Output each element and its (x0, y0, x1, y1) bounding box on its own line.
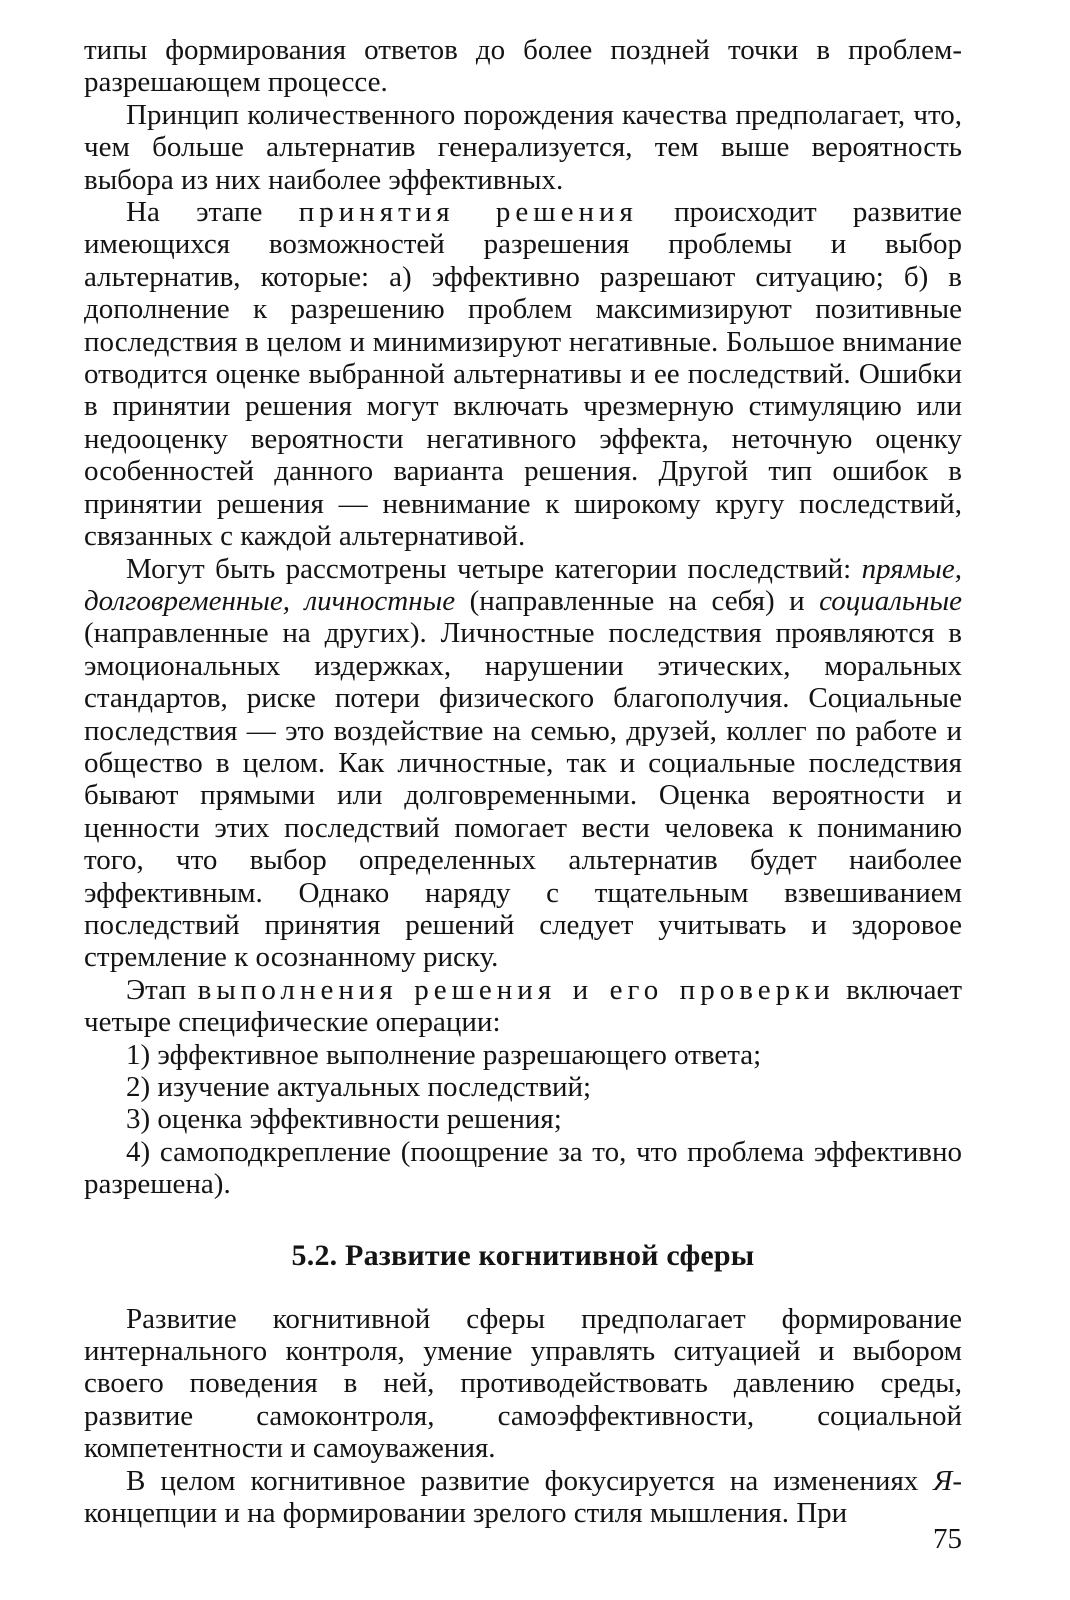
operations-list (84, 1039, 962, 1201)
paragraph-consequences (84, 553, 962, 974)
paragraph-execution-stage (84, 974, 962, 1039)
paragraph-continuation: типы формирования ответов до более поздней точки в проблем-разрешающем процессе. (84, 34, 962, 99)
italic-term: Я (933, 1464, 953, 1497)
text-run: (направленные на себя) и (455, 584, 820, 617)
paragraph-self-concept (84, 1465, 962, 1530)
list-item: 2) изучение актуальных последствий; (126, 1071, 592, 1103)
text-run: -концепции и на формировании зрелого стиля мышления. При (84, 1464, 962, 1530)
page-number: 75 (933, 1523, 962, 1555)
text-run: происходит развитие имеющихся возможностей разрешения проблемы и выбор альтернатив, которые: а) эффективно разрешают ситуацию; б) в дополнение к разрешению проблем максимизируют позитивные последствия в целом и минимизируют негативные. Большое внимание отводится оценке выбранной альтернативы и ее последствий. Ошибки в принятии решения могут включать чрезмерную стимуляцию или недооценку вероятности негативного эффекта, неточную оценку особенностей данного варианта решения. Другой тип ошибок в принятии решения — невнимание к широкому кругу последствий, связанных с каждой альтернативой. (84, 196, 963, 553)
text-run: Могут быть рассмотрены четыре категории последствий: (126, 552, 862, 585)
italic-term: прямые, долговременные, личностные (84, 552, 962, 617)
text-run: включает четыре специфические операции: (84, 973, 963, 1039)
paragraph-quantity-principle: Принцип количественного порождения качества предполагает, что, чем больше альтернатив генерализуется, тем выше вероятность выбора из них наиболее эффективных. (84, 98, 962, 196)
text-run: (направленные на других). Личностные последствия проявляются в эмоциональных издержках, нарушении этических, моральных стандартов, риске потери физического благополучия. Социальные последствия — это воздействие на семью, друзей, коллег по работе и общество в целом. Как личностные, так и социальные последствия бывают прямыми или долговременными. Оценка вероятности и ценности этих последствий помогает вести человека к пониманию того, что выбор определенных альтернатив будет наиболее эффективным. Однако наряду с тщательным взвешиванием последствий принятия решений следует учитывать и здоровое стремление к осознанному риску. (84, 617, 962, 974)
list-item: 1) эффективное выполнение разрешающего ответа; (126, 1038, 762, 1071)
list-item: 3) оценка эффективности решения; (126, 1103, 562, 1136)
paragraph-decision-making (84, 196, 962, 552)
text-run: На этапе (126, 196, 299, 229)
text-run: В целом когнитивное развитие фокусируется на изменениях (126, 1464, 934, 1497)
paragraph-cognitive-sphere: Развитие когнитивной сферы предполагает формирование интернального контроля, умение управлять ситуацией и выбором своего поведения в ней, противодействовать давлению среды, развитие самоконтроля, самоэффективности, социальной компетентности и самоуважения. (84, 1302, 962, 1465)
spaced-term: выполнения решения и его проверки (197, 973, 835, 1006)
list-item: 4) самоподкрепление (поощрение за то, что проблема эффективно разрешена). (84, 1135, 962, 1201)
spaced-term: принятия решения (298, 196, 638, 229)
italic-term: социальные (819, 584, 962, 617)
section-heading: 5.2. Развитие когнитивной сферы (291, 1238, 755, 1272)
text-run: Этап (126, 973, 198, 1006)
